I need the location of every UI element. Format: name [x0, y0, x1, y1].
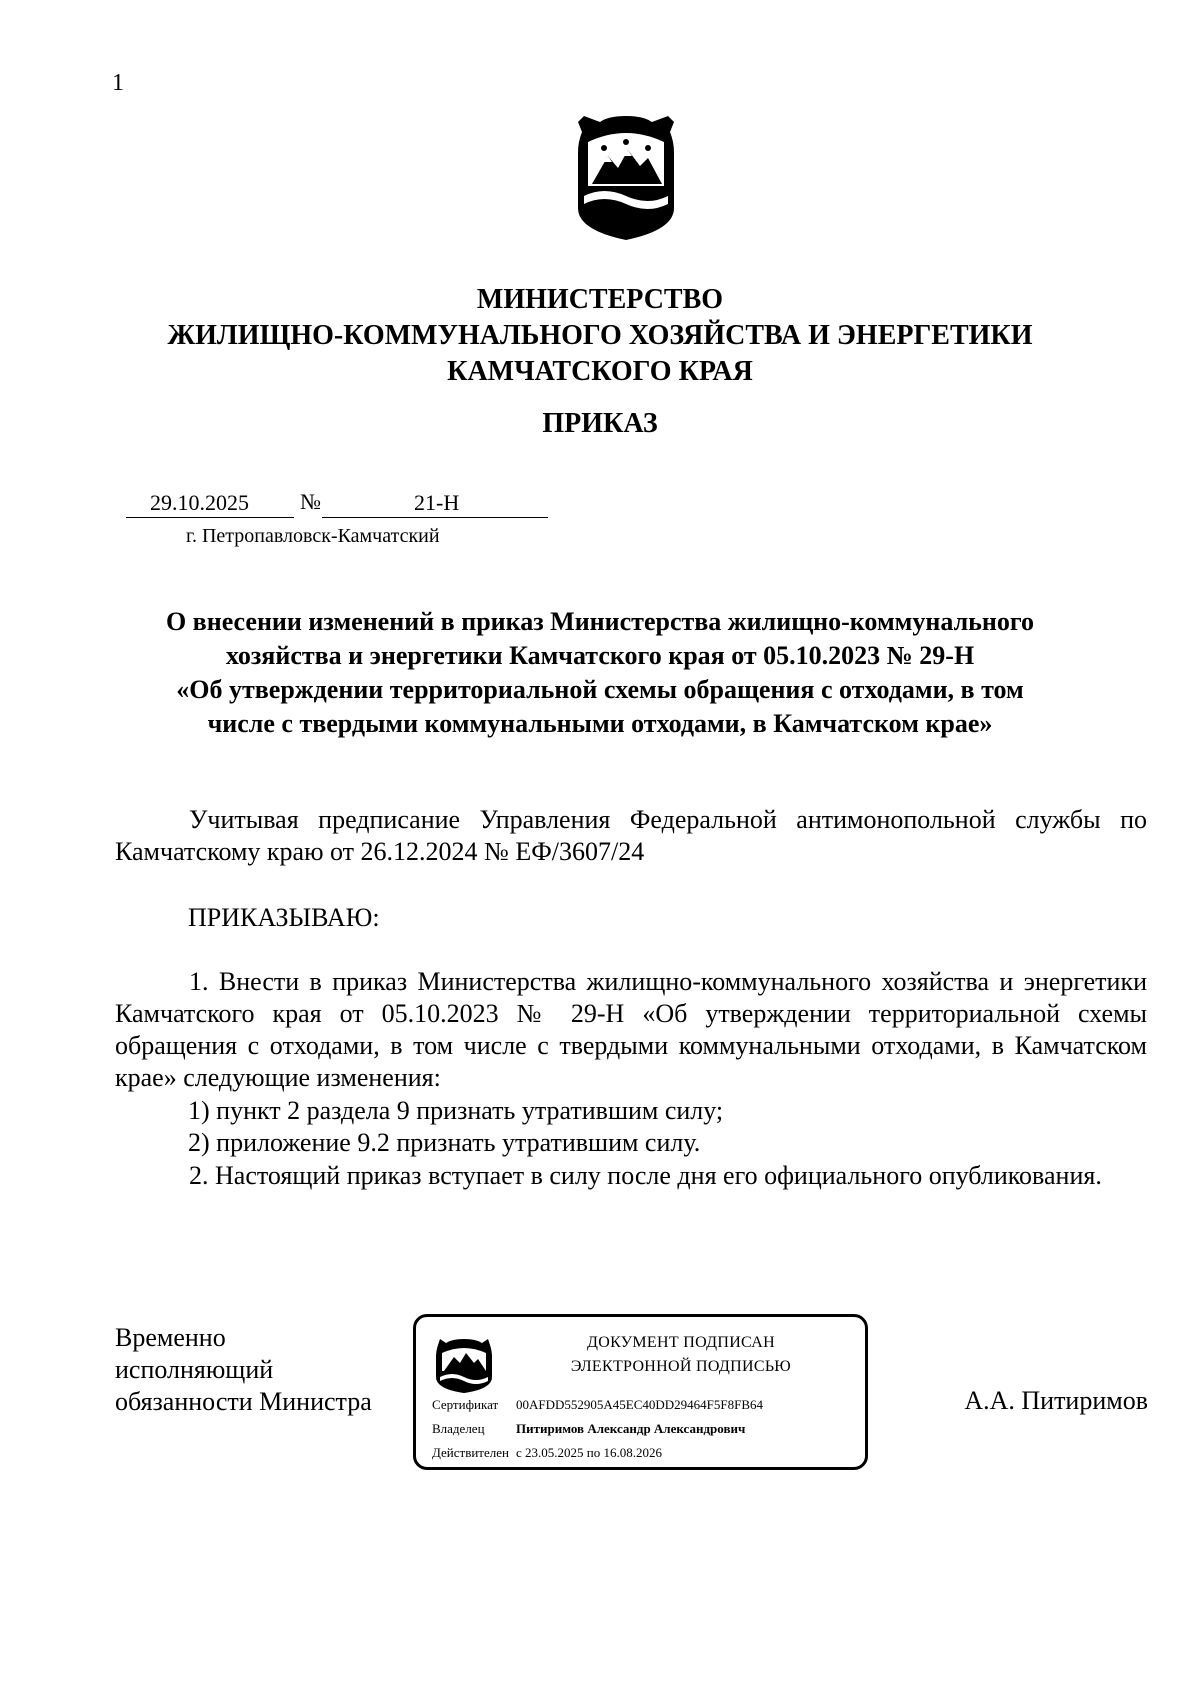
position-line-1: Временно [115, 1323, 226, 1352]
ministry-line-2: ЖИЛИЩНО-КОММУНАЛЬНОГО ХОЗЯЙСТВА И ЭНЕРГЕТИКИ [167, 320, 1033, 351]
stamp-validity-row [432, 1445, 662, 1461]
document-number: 21-Н [414, 490, 460, 515]
subject-line-1: О внесении изменений в приказ Министерства жилищно-коммунального [165, 607, 1035, 636]
order-subitem-2: 2) приложение 9.2 признать утратившим силу. [188, 1128, 701, 1157]
stamp-title [511, 1331, 851, 1379]
stamp-validity-label: Действителен [432, 1445, 509, 1460]
stamp-title-line-1: ДОКУМЕНТ ПОДПИСАН [587, 1334, 775, 1351]
subject-line-4: числе с твердыми коммунальными отходами, в Камчатском крае» [207, 709, 993, 738]
preamble-paragraph: Учитывая предписание Управления Федеральной антимонопольной службы по Камчатскому краю от 26.12.2024 № ЕФ/3607/24 [115, 805, 1147, 866]
stamp-validity-value: с 23.05.2025 по 16.08.2026 [516, 1445, 662, 1460]
coat-of-arms-icon [574, 112, 678, 242]
ministry-line-1: МИНИСТЕРСТВО [476, 284, 724, 315]
stamp-owner-value: Питиримов Александр Александрович [516, 1421, 746, 1436]
signer-name: А.А. Питиримов [964, 1386, 1148, 1415]
subject-line-2: хозяйства и энергетики Камчатского края от 05.10.2023 № 29-Н [225, 641, 975, 670]
order-word: ПРИКАЗЫВАЮ: [188, 903, 380, 932]
electronic-signature-stamp [413, 1314, 868, 1470]
stamp-certificate-label: Сертификат [432, 1397, 499, 1412]
stamp-owner-label: Владелец [432, 1421, 485, 1436]
stamp-title-line-2: ЭЛЕКТРОННОЙ ПОДПИСЬЮ [570, 1358, 792, 1375]
position-line-2: исполняющий [115, 1355, 274, 1384]
order-subitem-1: 1) пункт 2 раздела 9 признать утратившим силу; [188, 1096, 724, 1125]
page-number: 1 [112, 70, 124, 96]
order-item-2: 2. Настоящий приказ вступает в силу после дня его официального опубликования. [189, 1161, 1102, 1190]
stamp-emblem-icon [436, 1337, 492, 1393]
ministry-title [100, 282, 1100, 390]
document-type: ПРИКАЗ [542, 408, 658, 439]
document-subject [100, 605, 1100, 741]
ministry-line-3: КАМЧАТСКОГО КРАЯ [447, 356, 753, 387]
number-sign: № [300, 489, 321, 514]
stamp-certificate-value: 00AFDD552905A45EC40DD29464F5F8FB64 [516, 1397, 764, 1412]
document-city: г. Петропавловск-Камчатский [186, 525, 440, 547]
subject-line-3: «Об утверждении территориальной схемы обращения с отходами, в том [176, 675, 1024, 704]
document-date: 29.10.2025 [150, 490, 249, 515]
stamp-owner-row [432, 1421, 745, 1437]
signer-position [115, 1322, 415, 1418]
stamp-certificate-row [432, 1397, 763, 1413]
order-item-1: 1. Внести в приказ Министерства жилищно-коммунального хозяйства и энергетики Камчатского края от 05.10.2023 № 29-Н «Об утверждении территориальной схемы обращения с отходами, в том числе с твердыми коммунальными отходами, в Камчатском крае» следующие изменения: [115, 967, 1147, 1092]
position-line-3: обязанности Министра [115, 1387, 372, 1416]
